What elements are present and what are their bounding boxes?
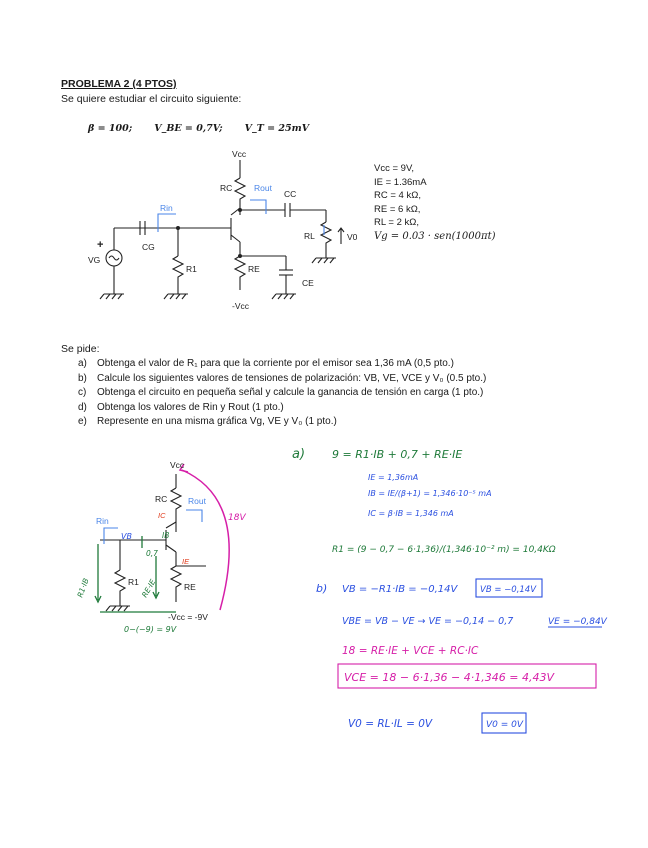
value-re: RE = 6 kΩ, (374, 203, 421, 215)
handwritten-solution (280, 440, 648, 740)
label-ce: CE (302, 278, 314, 288)
task-label: a) (78, 358, 87, 369)
hw-ve-box: VE = −0,84V (548, 617, 607, 627)
value-ie: IE = 1.36mA (374, 176, 427, 188)
hw-ie: IE = 1,36mA (368, 473, 419, 482)
sketch-diff: 0−(−9) = 9V (124, 625, 177, 634)
label-cc: CC (284, 189, 297, 199)
intro-text: Se quiere estudiar el circuito siguiente: (61, 93, 242, 105)
param-vt: V_T = 25mV (244, 123, 310, 134)
problem-title: PROBLEMA 2 (4 PTOS) (61, 78, 177, 90)
value-vcc: Vcc = 9V, (374, 163, 415, 174)
sketch-rc: RC (155, 494, 168, 504)
hw-b-label: b) (316, 582, 328, 595)
circuit-schematic (0, 0, 648, 340)
task-item (78, 401, 486, 416)
sketch-ie: IE (182, 557, 190, 566)
sketch-r1: R1 (128, 577, 139, 587)
hw-a-equation: 9 = R1·IB + 0,7 + RE·IE (332, 448, 463, 461)
label-rc: RC (220, 183, 233, 193)
label-rl: RL (304, 231, 315, 241)
hw-v0: V0 = RL·IL = 0V (348, 718, 433, 730)
label-rin: Rin (160, 203, 173, 213)
sketch-vb: VB (121, 532, 132, 541)
task-item (78, 357, 486, 372)
label-cg: CG (142, 242, 155, 252)
hw-v0-box: V0 = 0V (486, 720, 524, 730)
label-vcc: Vcc (232, 149, 247, 159)
task-label: e) (78, 416, 87, 428)
value-rl: RL = 2 kΩ, (374, 217, 420, 229)
task-text: Obtenga los valores de Rin y Rout (1 pto.) (97, 401, 284, 413)
hw-r1-equation: R1 = (9 − 0,7 − 6·1,36)/(1,346·10⁻² m) = 10,4KΩ (332, 545, 556, 555)
hw-vb: VB = −R1·IB = −0,14V (342, 584, 458, 595)
hw-ib: IB = IE/(β+1) = 1,346·10⁻⁵ mA (368, 489, 492, 498)
task-text: Obtenga el circuito en pequeña señal y calcule la ganancia de tensión en carga (1 pto.) (97, 387, 484, 399)
sketch-07: 0,7 (146, 549, 158, 558)
hw-ic: IC = β·IB = 1,346 mA (368, 509, 454, 518)
hw-a-label: a) (292, 447, 306, 462)
task-text: Calcule los siguientes valores de tensiones de polarización: VB, VE, VCE y V₀ (0.5 pto.) (97, 372, 487, 384)
label-minus-vcc: -Vcc (232, 301, 249, 311)
se-pide-heading: Se pide: (61, 343, 100, 355)
task-item (78, 386, 486, 401)
sketch-ib: IB (162, 531, 170, 540)
sketch-ic: IC (158, 511, 166, 520)
hw-kvl: 18 = RE·IE + VCE + RC·IC (342, 645, 479, 657)
task-list (78, 357, 486, 430)
sketch-vcc: Vcc (170, 460, 185, 470)
label-rout: Rout (254, 183, 272, 193)
task-label: b) (78, 372, 87, 384)
value-rc: RC = 4 kΩ, (374, 190, 421, 202)
hw-vbe: VBE = VB − VE → VE = −0,14 − 0,7 (342, 616, 514, 627)
task-text: Represente en una misma gráfica Vg, VE y V₀ (1 pto.) (97, 416, 337, 428)
task-label: d) (78, 401, 87, 413)
label-r1: R1 (186, 264, 197, 274)
task-label: c) (78, 387, 87, 399)
label-re: RE (248, 264, 260, 274)
task-item (78, 372, 486, 387)
task-item (78, 415, 486, 430)
sketch-minus-vcc: -Vcc = -9V (168, 612, 208, 622)
sketch-r1ib: R1·IB (75, 577, 91, 599)
sketch-rout: Rout (188, 496, 206, 506)
sketch-rin: Rin (96, 516, 109, 526)
param-vbe: V_BE = 0,7V; (154, 123, 223, 134)
value-vg: Vg = 0.03 · sen(1000πt) (374, 230, 496, 242)
label-v0: V0 (347, 232, 358, 242)
param-beta: β = 100; (88, 123, 133, 134)
sketch-reie: RE·IE (139, 577, 158, 599)
sketch-re: RE (184, 582, 196, 592)
handdrawn-sketch (0, 440, 280, 660)
label-vg: VG (88, 255, 101, 265)
hw-vb-box: VB = −0,14V (480, 585, 537, 595)
label-plus: + (97, 239, 104, 251)
sketch-18v: 18V (228, 513, 246, 523)
task-text: Obtenga el valor de R₁ para que la corriente por el emisor sea 1,36 mA (0,5 pto.) (97, 358, 454, 369)
hw-vce: VCE = 18 − 6·1,36 − 4·1,346 = 4,43V (344, 671, 554, 684)
